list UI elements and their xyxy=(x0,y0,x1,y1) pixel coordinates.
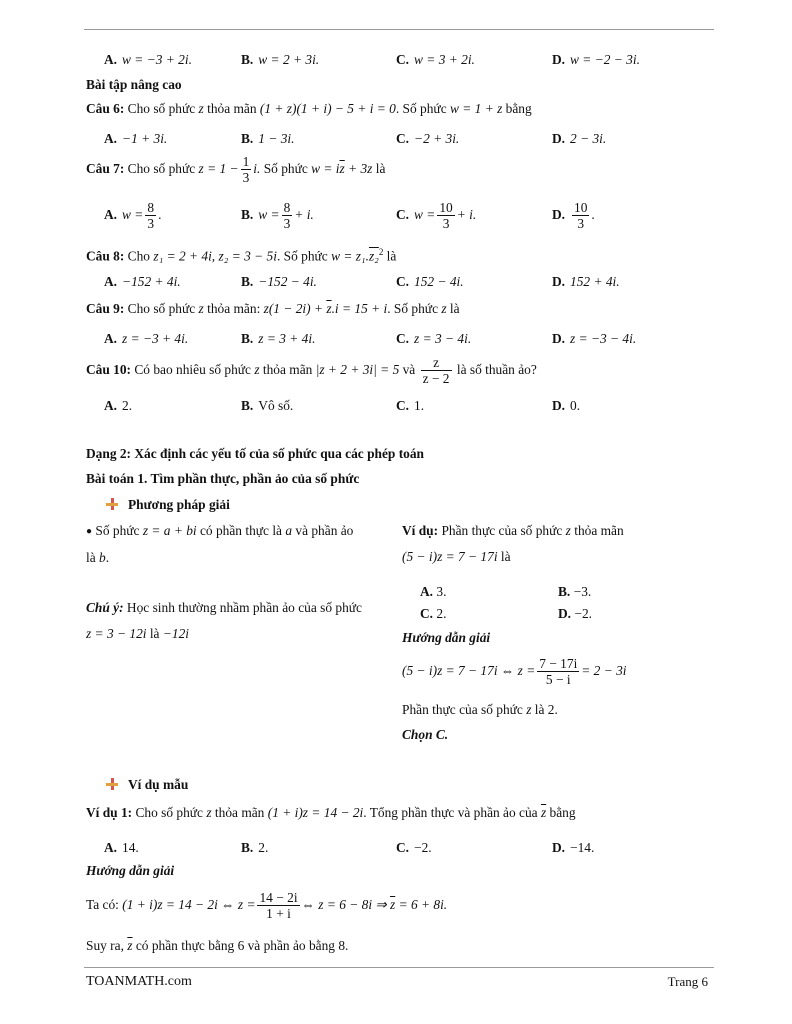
q7-option-d[interactable]: D. $\frac{10}{3}$ . xyxy=(552,200,595,232)
top-rule xyxy=(84,29,714,30)
right-choose: Chọn C. xyxy=(402,727,449,742)
bt1-title: Bài toán 1. Tìm phần thực, phần ảo của số phức xyxy=(86,471,360,486)
vd1-option-a[interactable]: A. 14. xyxy=(104,840,139,855)
q9-options xyxy=(104,331,714,349)
bottom-rule xyxy=(84,967,714,968)
q5-options xyxy=(104,52,714,70)
right-example: Ví dụ: Phần thực của số phức z thỏa mãn xyxy=(402,523,624,538)
q6-option-d[interactable]: D. 2 − 3i. xyxy=(552,131,607,146)
dang2-title: Dạng 2: Xác định các yếu tố của số phức qua các phép toán xyxy=(86,446,424,461)
q7-option-a[interactable]: A. w = $\frac{8}{3}$ . xyxy=(104,200,162,232)
advanced-title: Bài tập nâng cao xyxy=(86,77,182,92)
q10-stem: Câu 10: Có bao nhiêu số phức z thỏa mãn |z + 2 + 3i| = 5 và $\frac{z}{z - 2}$ là số thuần ảo? xyxy=(86,355,537,387)
q7-option-c[interactable]: C. w = $\frac{10}{3}$ + i. xyxy=(396,200,477,232)
right-solution-text: Phần thực của số phức z là 2. xyxy=(402,702,558,717)
vd1-option-c[interactable]: C. −2. xyxy=(396,840,432,855)
footer-page-number: Trang 6 xyxy=(667,974,708,989)
left-bullet: ● Số phức z = a + bi có phần thực là a và phần ảo xyxy=(86,523,354,538)
vd1-conclusion: Suy ra, $\overline{z}$ có phần thực bằng 6 và phần ảo bằng 8. xyxy=(86,938,349,953)
left-note-eq: z = 3 − 12i là −12i xyxy=(86,626,189,641)
q8-option-d[interactable]: D. 152 + 4i. xyxy=(552,274,620,289)
q7-options xyxy=(104,200,714,238)
q10-option-a[interactable]: A. 2. xyxy=(104,398,133,413)
method-heading: Phương pháp giải xyxy=(106,497,230,513)
q5-option-c[interactable]: C. w = 3 + 2i. xyxy=(396,52,475,67)
q9-option-a[interactable]: A. z = −3 + 4i. xyxy=(104,331,189,346)
q8-stem: Câu 8: Cho z₁ = 2 + 4i, z₂ = 3 − 5i. Số phức w = z₁.z₂$^2$ là xyxy=(86,247,397,264)
q7-stem: Câu 7: Cho số phức z = 1 − $\frac{1}{3}$ i. Số phức $w = i\overline{z} + 3z$ là xyxy=(86,154,386,186)
plus-icon xyxy=(106,498,118,510)
q5-option-b[interactable]: B. w = 2 + 3i. xyxy=(241,52,320,67)
q7-fraction: $\frac{1}{3}$ xyxy=(242,154,250,186)
right-example-eq: (5 − i)z = 7 − 17i là xyxy=(402,549,511,564)
q8-option-a[interactable]: A. −152 + 4i. xyxy=(104,274,181,289)
example-heading: Ví dụ mẫu xyxy=(106,777,188,793)
vd1-guide-heading: Hướng dẫn giải xyxy=(86,863,175,878)
q8-option-b[interactable]: B. −152 − 4i. xyxy=(241,274,317,289)
bullet-icon: ● xyxy=(86,526,93,537)
vd1-solution: Ta có: (1 + i)z = 14 − 2i ⇔ z = $\frac{14 - 2i}{1 + i}$ ⇔ z = 6 − 8i ⇒ $\overline{z} = 6 + 8i$. xyxy=(86,890,448,922)
q10-option-b[interactable]: B. Vô số. xyxy=(241,398,294,413)
q8-option-c[interactable]: C. 152 − 4i. xyxy=(396,274,464,289)
right-solution: (5 − i)z = 7 − 17i ⇔ z = $\frac{7 - 17i}{5 - i}$ = 2 − 3i xyxy=(402,656,627,688)
q10-fraction: $\frac{z}{z - 2}$ xyxy=(422,355,450,387)
q6-option-a[interactable]: A. −1 + 3i. xyxy=(104,131,168,146)
vd1-option-d[interactable]: D. −14. xyxy=(552,840,595,855)
left-bullet-cont: là b. xyxy=(86,550,110,565)
q10-option-d[interactable]: D. 0. xyxy=(552,398,581,413)
q10-options xyxy=(104,398,714,416)
q9-option-d[interactable]: D. z = −3 − 4i. xyxy=(552,331,637,346)
vd1-option-b[interactable]: B. 2. xyxy=(241,840,269,855)
q9-option-b[interactable]: B. z = 3 + 4i. xyxy=(241,331,316,346)
right-guide-heading: Hướng dẫn giải xyxy=(402,630,491,645)
q6-options xyxy=(104,131,714,149)
right-option-b[interactable]: B. −3. xyxy=(558,584,592,599)
right-option-a[interactable]: A. 3. xyxy=(420,584,447,599)
q6-stem: Câu 6: Cho số phức z thỏa mãn (1 + z)(1 + i) − 5 + i = 0. Số phức w = 1 + z bằng xyxy=(86,101,532,116)
right-option-c[interactable]: C. 2. xyxy=(420,606,447,621)
q5-option-d[interactable]: D. w = −2 − 3i. xyxy=(552,52,640,67)
left-note: Chú ý: Học sinh thường nhầm phần ảo của số phức xyxy=(86,600,362,615)
q7-option-b[interactable]: B. w = $\frac{8}{3}$ + i. xyxy=(241,200,314,232)
vd1-stem: Ví dụ 1: Cho số phức z thỏa mãn (1 + i)z = 14 − 2i. Tổng phần thực và phần ảo của $\overline{z}$ bằng xyxy=(86,805,576,820)
plus-icon xyxy=(106,778,118,790)
q6-option-c[interactable]: C. −2 + 3i. xyxy=(396,131,460,146)
q8-options xyxy=(104,274,714,292)
q9-stem: Câu 9: Cho số phức z thỏa mãn: $z(1 - 2i) + \overline{z}.i = 15 + i$. Số phức z là xyxy=(86,301,460,316)
vd1-options xyxy=(104,840,714,858)
q10-option-c[interactable]: C. 1. xyxy=(396,398,425,413)
q6-option-b[interactable]: B. 1 − 3i. xyxy=(241,131,295,146)
footer-site[interactable]: TOANMATH.com xyxy=(86,974,192,989)
q5-option-a[interactable]: A. w = −3 + 2i. xyxy=(104,52,192,67)
q9-option-c[interactable]: C. z = 3 − 4i. xyxy=(396,331,472,346)
right-option-d[interactable]: D. −2. xyxy=(558,606,592,621)
